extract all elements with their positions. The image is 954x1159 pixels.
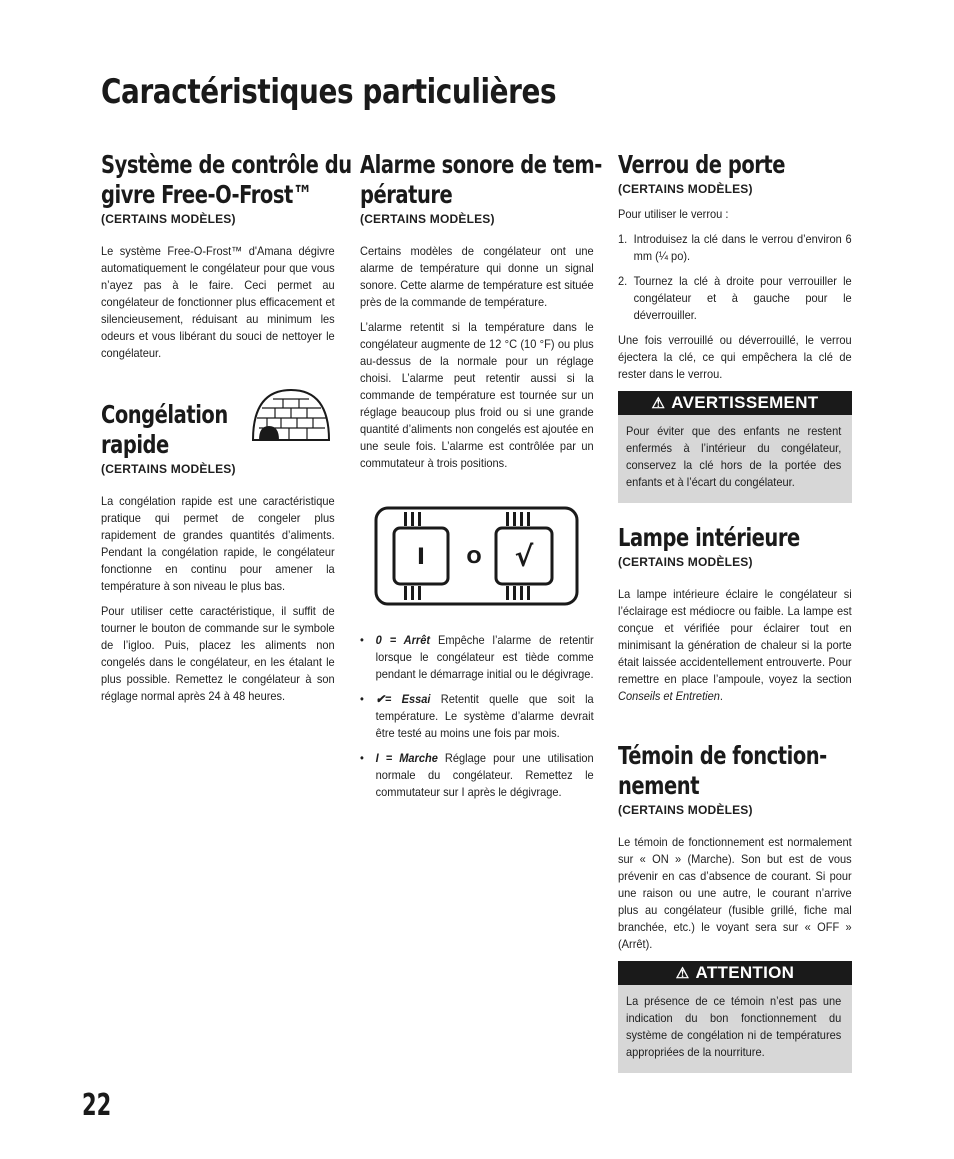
- paragraph: Le système Free-O-Frost™ d'Amana dégivre automatiquement le congélateur pour que vous n’ayez pas à le faire. Ceci permet au congélateur de fonctionner plus efficacement et silencieusement, réduisant au minimum les odeurs et vous libérant du souci de nettoyer le congélateur.: [101, 244, 335, 360]
- paragraph: Le témoin de fonctionnement est normalement sur « ON » (Marche). Son but est de vous prévenir en cas d’absence de courant. Si pour une raison ou une autre, le courant n’arrive plus au congélateur (fusible grillé, fiche mal branchée, etc.) le voyant sera sur « OFF » (Arrêt).: [618, 835, 852, 951]
- list-item: • I = Marche Réglage pour une utilisation normale du congélateur. Remettez le commutateur sur I après le dégivrage.: [360, 751, 594, 799]
- section-title-line: givre Free-O-Frost™: [101, 180, 312, 209]
- list-text: Empêche l’alarme de retentir lorsque le congélateur est tiède comme pendant le démarrage initial ou le dégivrage.: [375, 633, 594, 681]
- section-title-line: Système de contrôle du: [101, 150, 352, 179]
- list-item: • 0 = Arrêt Empêche l’alarme de retentir lorsque le congélateur est tiède comme pendant le démarrage initial ou le dégivrage.: [360, 633, 594, 681]
- models-note: (CERTAINS MODÈLES): [360, 212, 495, 226]
- switch-label-marche: I: [416, 545, 426, 570]
- lock-steps-list: [618, 231, 852, 324]
- warning-title: AVERTISSEMENT: [671, 393, 819, 412]
- warning-box: [618, 391, 852, 503]
- warning-triangle-icon: ⚠: [675, 965, 690, 982]
- page-title: Caractéristiques particulières: [101, 72, 557, 112]
- section-title-line: Alarme sonore de tem-: [360, 150, 602, 179]
- caution-text: La présence de ce témoin n’est pas une indication du bon fonctionnement du système de congélation ni de températures appropriées de la nourriture.: [626, 994, 842, 1059]
- paragraph: La lampe intérieure éclaire le congélateur si l’éclairage est médiocre ou faible. La lampe est conçue et vérifiée pour éclairer tout en minimisant la génération de chaleur si la porte était laissée accidentellement entrouverte. Pour remettre en place l’ampoule, voyez la section Conseils et Entretien.: [618, 587, 852, 703]
- paragraph: L’alarme retentit si la température dans le congélateur augmente de 12 °C (10 °F) ou plus au-dessus de la normale pour un réglage choisi. L’alarme peut retentir aussi si la commande de température est tournée sur un réglage beaucoup plus froid ou si une grande quantité d’aliments non congelés est ajoutée en une seule fois. L’alarme est contrôlée par un commutateur à trois positions.: [360, 320, 594, 470]
- list-text: Tournez la clé à droite pour verrouiller le congélateur et à gauche pour le déverrouiller.: [633, 274, 852, 322]
- section-title-line: Témoin de fonction-: [618, 741, 827, 770]
- section-title-verrou: [618, 150, 852, 180]
- section-title-line: Congélation: [101, 400, 228, 429]
- section-title-line: rapide: [101, 430, 169, 459]
- list-item: 1. Introduisez la clé dans le verrou d’environ 6 mm (¼ po).: [618, 232, 852, 263]
- igloo-icon: [249, 386, 333, 442]
- list-term: 0 = Arrêt: [375, 633, 431, 647]
- list-term: I = Marche: [375, 751, 438, 765]
- list-item: 2. Tournez la clé à droite pour verrouiller le congélateur et à gauche pour le déverrouiller.: [618, 274, 852, 322]
- section-title-line: Verrou de porte: [618, 150, 786, 179]
- list-text: Réglage pour une utilisation normale du congélateur. Remettez le commutateur sur I après le dégivrage.: [375, 751, 594, 799]
- switch-label-arret: O: [466, 547, 482, 568]
- list-term: ✔= Essai: [375, 692, 431, 706]
- paragraph: La congélation rapide est une caractéristique pratique qui permet de congeler plus rapidement de grandes quantités d’aliments. Pendant la congélation rapide, le congélateur fonctionne en continu pour amener la température à son niveau le plus bas.: [101, 494, 335, 593]
- models-note: (CERTAINS MODÈLES): [618, 803, 753, 817]
- column-2: [360, 150, 602, 809]
- models-note: (CERTAINS MODÈLES): [101, 212, 236, 226]
- warning-text: Pour éviter que des enfants ne restent enfermés à l’intérieur du congélateur, conservez la clé hors de la portée des enfants et à l’écart du congélateur.: [626, 424, 842, 489]
- caution-box: [618, 961, 852, 1073]
- models-note: (CERTAINS MODÈLES): [101, 462, 236, 476]
- caution-header: [618, 961, 852, 985]
- list-text: Retentit quelle que soit la température. Le système d’alarme devrait être testé au moins une fois par mois.: [375, 692, 594, 740]
- column-3: [618, 150, 852, 1073]
- section-title-line: nement: [618, 771, 700, 800]
- section-title-free-o-frost: [101, 150, 352, 210]
- list-item: • ✔= Essai Retentit quelle que soit la température. Le système d’alarme devrait être testé au moins une fois par mois.: [360, 692, 594, 740]
- caution-title: ATTENTION: [695, 963, 795, 982]
- section-title-lampe: [618, 523, 852, 553]
- paragraph: Une fois verrouillé ou déverrouillé, le verrou éjectera la clé, ce qui empêchera la clé de rester dans le verrou.: [618, 333, 852, 381]
- switch-positions-list: [360, 632, 594, 801]
- page-number: 22: [82, 1088, 112, 1123]
- section-title-line: Lampe intérieure: [618, 523, 800, 552]
- section-title-line: pérature: [360, 180, 453, 209]
- section-reference: Conseils et Entretien: [618, 689, 720, 703]
- section-title-alarme: [360, 150, 602, 210]
- alarm-switch-diagram: [374, 506, 579, 606]
- section-title-temoin: [618, 741, 852, 801]
- column-1: [101, 150, 352, 713]
- switch-label-essai: √: [514, 540, 534, 573]
- paragraph: Pour utiliser le verrou :: [618, 207, 729, 221]
- list-text: Introduisez la clé dans le verrou d’environ 6 mm (¼ po).: [633, 232, 852, 263]
- models-note: (CERTAINS MODÈLES): [618, 555, 753, 569]
- warning-triangle-icon: ⚠: [651, 395, 666, 412]
- warning-header: [618, 391, 852, 415]
- paragraph: Pour utiliser cette caractéristique, il suffit de tourner le bouton de commande sur le symbole de l’igloo. Puis, placez les aliments non congelés dans le congélateur, en les étalant le plus possible. Remettez le congélateur à son réglage normal après 24 à 48 heures.: [101, 604, 335, 703]
- models-note: (CERTAINS MODÈLES): [618, 182, 753, 196]
- paragraph: Certains modèles de congélateur ont une alarme de température qui donne un signal sonore. Cette alarme de température est située près de la commande de température.: [360, 244, 594, 309]
